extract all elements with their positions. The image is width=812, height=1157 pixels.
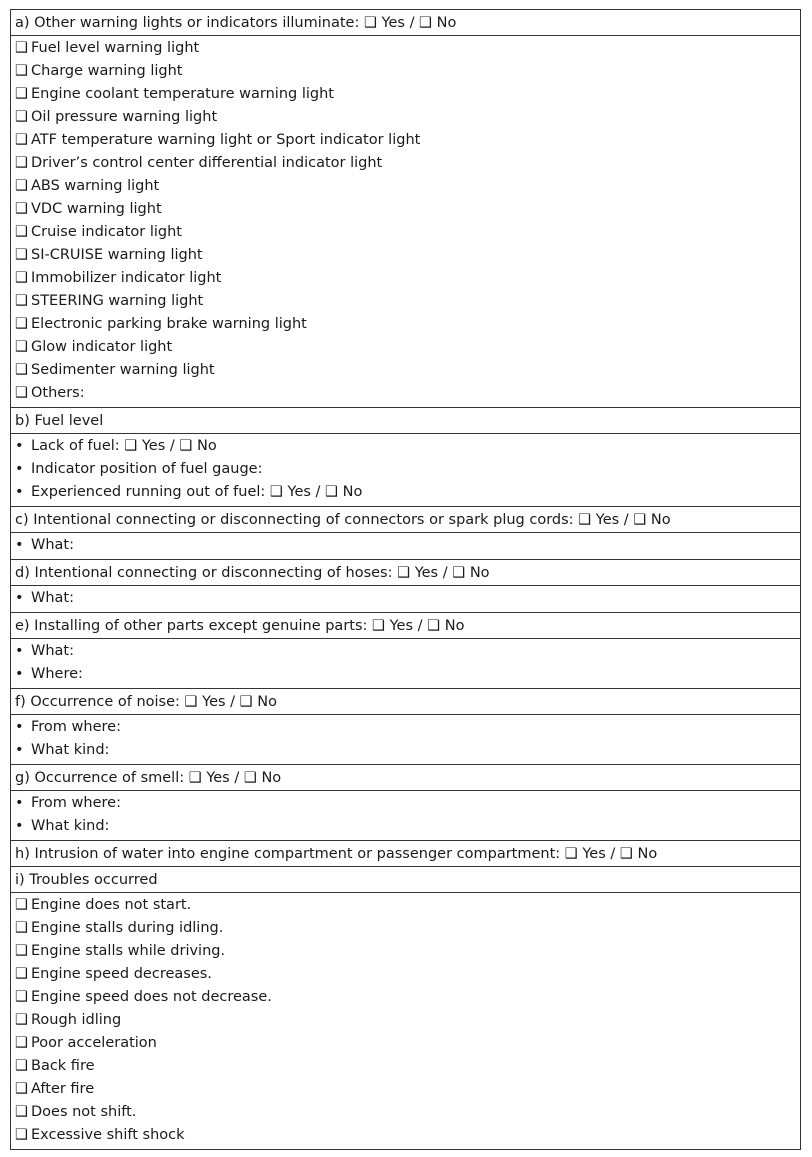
checkbox-icon[interactable]: ❑ xyxy=(15,362,28,378)
checkbox-icon[interactable]: ❑ xyxy=(15,1081,28,1097)
section-i-list xyxy=(11,893,800,1149)
checklist-item[interactable]: ❑ Others: xyxy=(15,382,796,405)
section-b-header: b) Fuel level xyxy=(11,408,800,434)
checklist-item[interactable]: ❑ Excessive shift shock xyxy=(15,1124,796,1147)
section-a-header: a) Other warning lights or indicators illuminate: ❑ Yes / ❑ No xyxy=(11,10,800,36)
checklist-item[interactable]: ❑ Engine stalls during idling. xyxy=(15,917,796,940)
section-f-header[interactable]: f) Occurrence of noise: ❑ Yes / ❑ No xyxy=(11,689,800,715)
checklist-item[interactable]: ❑ Engine stalls while driving. xyxy=(15,940,796,963)
section-i-header: i) Troubles occurred xyxy=(11,867,800,893)
section-f-list xyxy=(11,715,800,765)
section-c-list xyxy=(11,533,800,560)
checklist-item[interactable]: ❑ Engine speed decreases. xyxy=(15,963,796,986)
checklist-item[interactable]: ❑ Glow indicator light xyxy=(15,336,796,359)
checkbox-icon[interactable]: ❑ xyxy=(15,316,28,332)
section-d-list xyxy=(11,586,800,613)
checkbox-icon[interactable]: ❑ xyxy=(15,293,28,309)
checkbox-icon[interactable]: ❑ xyxy=(15,224,28,240)
checklist-item[interactable]: ❑ Driver’s control center differential indicator light xyxy=(15,152,796,175)
checkbox-icon[interactable]: ❑ xyxy=(15,86,28,102)
checkbox-icon[interactable]: ❑ xyxy=(15,1035,28,1051)
checklist-item[interactable]: ❑ Oil pressure warning light xyxy=(15,106,796,129)
bullet-icon: • xyxy=(15,461,24,477)
bullet-item: • What kind: xyxy=(15,815,796,838)
checkbox-icon[interactable]: ❑ xyxy=(15,1127,28,1143)
bullet-item: • Experienced running out of fuel: ❑ Yes / ❑ No xyxy=(15,481,796,504)
section-g-list xyxy=(11,791,800,841)
checklist-item[interactable]: ❑ Immobilizer indicator light xyxy=(15,267,796,290)
checklist-item[interactable]: ❑ ATF temperature warning light or Sport indicator light xyxy=(15,129,796,152)
section-h-header[interactable]: h) Intrusion of water into engine compartment or passenger compartment: ❑ Yes / ❑ No xyxy=(11,841,800,867)
section-g-header[interactable]: g) Occurrence of smell: ❑ Yes / ❑ No xyxy=(11,765,800,791)
diagnosis-checklist xyxy=(10,9,801,1150)
checkbox-icon[interactable]: ❑ xyxy=(15,920,28,936)
checkbox-icon[interactable]: ❑ xyxy=(15,339,28,355)
checkbox-icon[interactable]: ❑ xyxy=(15,1058,28,1074)
section-e-header[interactable]: e) Installing of other parts except genuine parts: ❑ Yes / ❑ No xyxy=(11,613,800,639)
checkbox-icon[interactable]: ❑ xyxy=(15,966,28,982)
checkbox-icon[interactable]: ❑ xyxy=(15,989,28,1005)
bullet-item: • Where: xyxy=(15,663,796,686)
bullet-icon: • xyxy=(15,742,24,758)
bullet-item: • From where: xyxy=(15,792,796,815)
bullet-icon: • xyxy=(15,438,24,454)
checklist-item[interactable]: ❑ Engine does not start. xyxy=(15,894,796,917)
checkbox-icon[interactable]: ❑ xyxy=(15,1012,28,1028)
section-d-header[interactable]: d) Intentional connecting or disconnecting of hoses: ❑ Yes / ❑ No xyxy=(11,560,800,586)
checklist-item[interactable]: ❑ Electronic parking brake warning light xyxy=(15,313,796,336)
bullet-item: • From where: xyxy=(15,716,796,739)
checklist-item[interactable]: ❑ Back fire xyxy=(15,1055,796,1078)
checklist-item[interactable]: ❑ Engine coolant temperature warning light xyxy=(15,83,796,106)
checklist-item[interactable]: ❑ Charge warning light xyxy=(15,60,796,83)
checkbox-icon[interactable]: ❑ xyxy=(15,385,28,401)
bullet-icon: • xyxy=(15,643,24,659)
section-b-list xyxy=(11,434,800,507)
bullet-icon: • xyxy=(15,484,24,500)
checklist-item[interactable]: ❑ Poor acceleration xyxy=(15,1032,796,1055)
bullet-item: • Lack of fuel: ❑ Yes / ❑ No xyxy=(15,435,796,458)
section-c-header[interactable]: c) Intentional connecting or disconnecting of connectors or spark plug cords: ❑ Yes / ❑ No xyxy=(11,507,800,533)
section-a-list xyxy=(11,36,800,408)
checkbox-icon[interactable]: ❑ xyxy=(15,63,28,79)
bullet-item: • What kind: xyxy=(15,739,796,762)
bullet-icon: • xyxy=(15,818,24,834)
checkbox-icon[interactable]: ❑ xyxy=(15,40,28,56)
checkbox-icon[interactable]: ❑ xyxy=(15,1104,28,1120)
bullet-item: • What: xyxy=(15,534,796,557)
checklist-item[interactable]: ❑ STEERING warning light xyxy=(15,290,796,313)
bullet-item: • Indicator position of fuel gauge: xyxy=(15,458,796,481)
checkbox-icon[interactable]: ❑ xyxy=(15,109,28,125)
checkbox-icon[interactable]: ❑ xyxy=(15,201,28,217)
checkbox-icon[interactable]: ❑ xyxy=(15,155,28,171)
section-e-list xyxy=(11,639,800,689)
checklist-item[interactable]: ❑ Rough idling xyxy=(15,1009,796,1032)
bullet-icon: • xyxy=(15,719,24,735)
checkbox-icon[interactable]: ❑ xyxy=(15,247,28,263)
bullet-icon: • xyxy=(15,795,24,811)
bullet-item: • What: xyxy=(15,587,796,610)
bullet-icon: • xyxy=(15,590,24,606)
checkbox-icon[interactable]: ❑ xyxy=(15,943,28,959)
bullet-icon: • xyxy=(15,666,24,682)
checklist-item[interactable]: ❑ ABS warning light xyxy=(15,175,796,198)
checkbox-icon[interactable]: ❑ xyxy=(15,897,28,913)
bullet-item: • What: xyxy=(15,640,796,663)
checkbox-icon[interactable]: ❑ xyxy=(15,132,28,148)
checkbox-icon[interactable]: ❑ xyxy=(15,178,28,194)
checklist-item[interactable]: ❑ SI-CRUISE warning light xyxy=(15,244,796,267)
checklist-item[interactable]: ❑ Sedimenter warning light xyxy=(15,359,796,382)
checkbox-icon[interactable]: ❑ xyxy=(15,270,28,286)
checklist-item[interactable]: ❑ After fire xyxy=(15,1078,796,1101)
checklist-item[interactable]: ❑ Engine speed does not decrease. xyxy=(15,986,796,1009)
bullet-icon: • xyxy=(15,537,24,553)
checklist-item[interactable]: ❑ Does not shift. xyxy=(15,1101,796,1124)
checklist-item[interactable]: ❑ Fuel level warning light xyxy=(15,37,796,60)
checklist-item[interactable]: ❑ VDC warning light xyxy=(15,198,796,221)
checklist-item[interactable]: ❑ Cruise indicator light xyxy=(15,221,796,244)
